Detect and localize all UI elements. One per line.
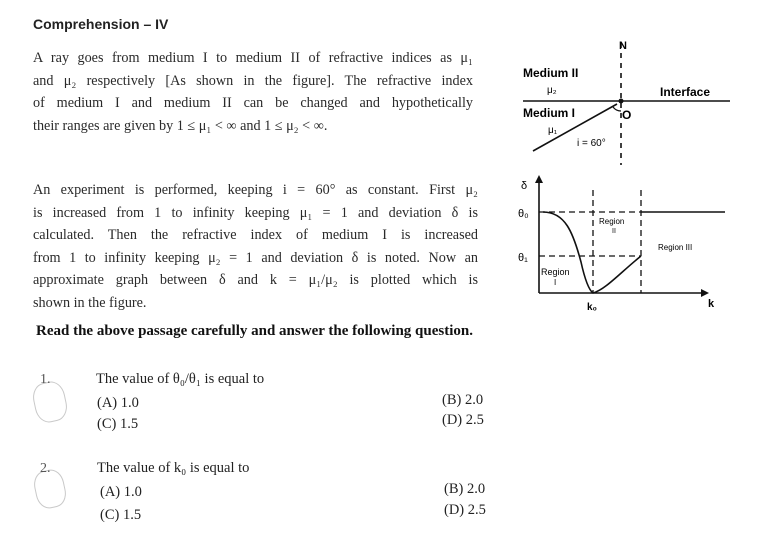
question-2-option-d[interactable]: (D) 2.5	[444, 502, 486, 518]
passage-line: approximate graph between δ and k = μ₁/μ₂ is plotted which is	[33, 272, 478, 288]
ray-diagram	[505, 35, 735, 170]
region-3-label: Region III	[658, 243, 693, 252]
question-1-text: The value of θ₀/θ₁ is equal to	[96, 371, 265, 387]
passage-paragraph-1	[33, 47, 473, 137]
passage-line: and μ₂ respectively [As shown in the figure]. The refractive index	[33, 72, 473, 89]
interface-label: Interface	[660, 85, 711, 99]
question-2-text: The value of k₀ is equal to	[97, 460, 250, 476]
question-1-option-c[interactable]: (C) 1.5	[97, 416, 139, 432]
deviation-graph	[505, 172, 735, 317]
region-2-label: Region	[599, 217, 625, 226]
passage-line: shown in the figure.	[33, 294, 147, 311]
question-2-option-a[interactable]: (A) 1.0	[100, 484, 142, 500]
question-1-option-d[interactable]: (D) 2.5	[442, 412, 484, 428]
passage-paragraph-2	[33, 179, 478, 314]
section-heading: Comprehension – IV	[33, 16, 169, 32]
medium-1-label: Medium I	[523, 106, 576, 120]
region-2-numeral: II	[612, 228, 616, 235]
question-1-option-a[interactable]: (A) 1.0	[97, 395, 139, 411]
passage-line: An experiment is performed, keeping i = 60° as constant. First μ₂	[33, 182, 478, 198]
point-o-label: O	[622, 108, 632, 122]
passage-line: A ray goes from medium I to medium II of refractive indices as μ₁	[33, 50, 473, 66]
region-1-numeral: I	[554, 278, 557, 287]
question-1-number: 1.	[40, 372, 51, 387]
passage-line: from 1 to infinity keeping μ₂ = 1 and deviation δ is noted. Now an	[33, 249, 478, 266]
y-axis-arrow	[535, 175, 543, 183]
passage-line: of medium I and medium II can be changed and hypothetically	[33, 95, 473, 111]
normal-label: N	[619, 40, 627, 52]
instruction-text: Read the above passage carefully and answer the following question.	[36, 323, 473, 339]
question-2-option-c[interactable]: (C) 1.5	[100, 507, 142, 523]
angle-arc	[613, 107, 621, 111]
deviation-curve	[543, 212, 641, 293]
passage-line: is increased from 1 to infinity keeping μ₁ = 1 and deviation δ is	[33, 204, 478, 221]
question-2-number: 2.	[40, 461, 51, 476]
theta0-label: θ₀	[518, 208, 529, 220]
y-axis-label: δ	[521, 180, 528, 192]
question-1-option-b[interactable]: (B) 2.0	[442, 392, 484, 408]
medium-2-label: Medium II	[523, 66, 579, 80]
theta1-label: θ₁	[518, 252, 528, 264]
x-axis-label: k	[708, 298, 715, 310]
x-axis-arrow	[701, 289, 709, 297]
incidence-point	[619, 99, 624, 104]
mu2-label: μ₂	[547, 85, 557, 96]
angle-label: i = 60°	[577, 138, 606, 149]
k0-label: k₀	[587, 302, 598, 313]
region-1-label: Region	[541, 267, 570, 277]
question-2-option-b[interactable]: (B) 2.0	[444, 481, 486, 497]
mu1-label: μ₁	[548, 125, 558, 136]
passage-line: their ranges are given by 1 ≤ μ₁ < ∞ and 1 ≤ μ₂ < ∞.	[33, 117, 328, 134]
passage-line: calculated. Then the refractive index of medium I is increased	[33, 227, 478, 243]
